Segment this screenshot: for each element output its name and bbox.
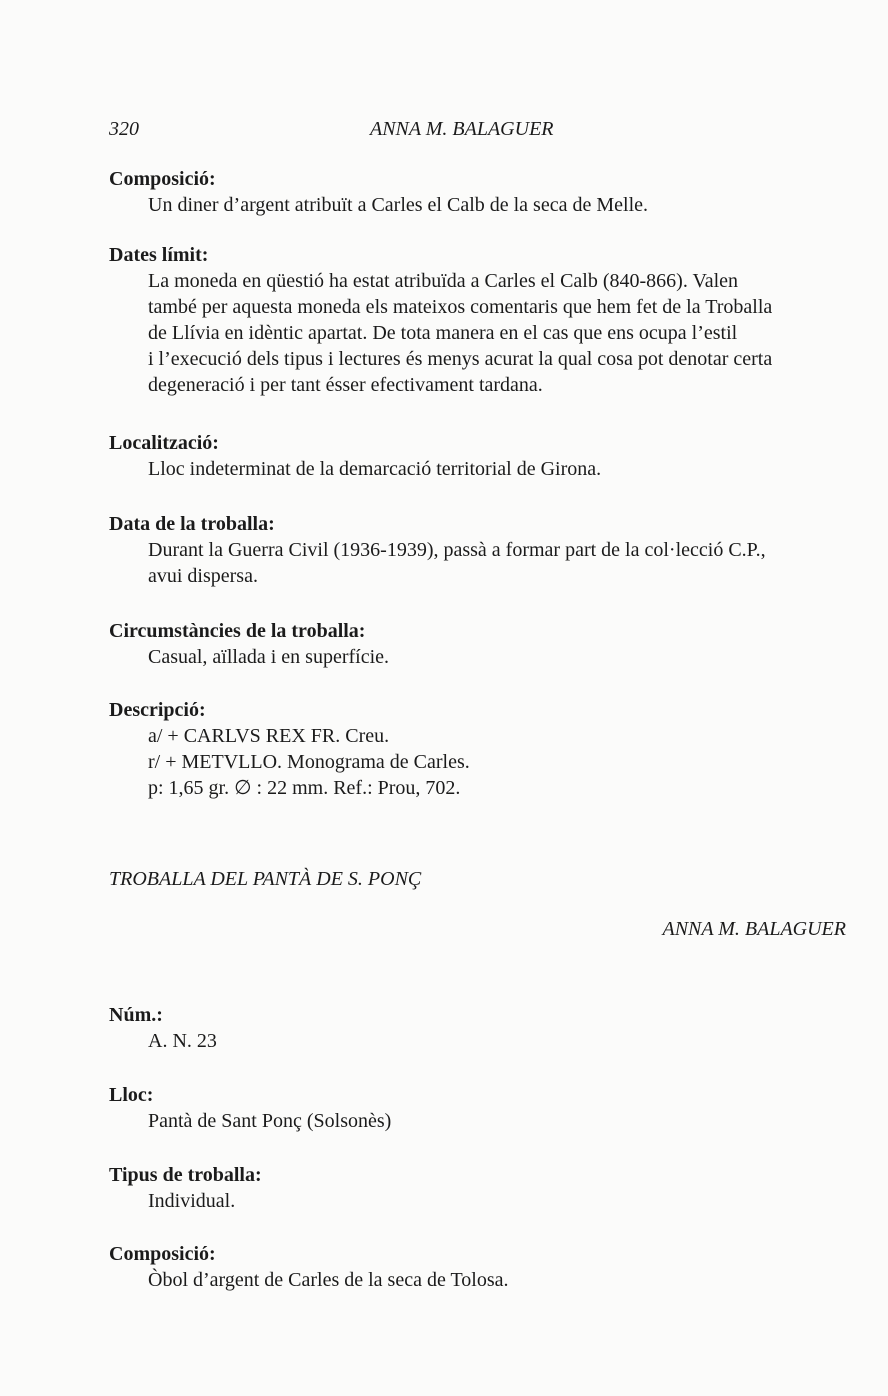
field-text: Pantà de Sant Ponç (Solsonès) [148, 1110, 392, 1132]
field-label: Lloc: [109, 1084, 154, 1106]
field-text-line: r/ + METVLLO. Monograma de Carles. [148, 751, 470, 773]
running-header [109, 118, 848, 148]
field-text: Individual. [148, 1190, 236, 1212]
field-label: Núm.: [109, 1004, 163, 1026]
field-label: Descripció: [109, 699, 206, 721]
page-number: 320 [109, 118, 139, 140]
field-label: Tipus de troballa: [109, 1164, 262, 1186]
field-descripcio [109, 697, 854, 801]
field-text-line: La moneda en qüestió ha estat atribuïda a Carles el Calb (840-866). Valen [148, 270, 738, 292]
section-author: ANNA M. BALAGUER [662, 918, 846, 940]
section-title: TROBALLA DEL PANTÀ DE S. PONÇ [109, 868, 422, 890]
field-data-troballa [109, 511, 854, 589]
field-num [109, 1002, 854, 1054]
field-tipus [109, 1162, 854, 1214]
field-localitzacio [109, 430, 854, 482]
field-lloc [109, 1082, 854, 1134]
field-text-line: i l’execució dels tipus i lectures és menys acurat la qual cosa pot denotar certa [148, 348, 773, 370]
running-head-author: ANNA M. BALAGUER [370, 118, 554, 140]
field-text-line: avui dispersa. [148, 565, 258, 587]
field-text: Casual, aïllada i en superfície. [148, 646, 390, 668]
field-label: Dates límit: [109, 244, 209, 266]
field-composicio [109, 166, 854, 218]
field-text-line: degeneració i per tant ésser efectivament tardana. [148, 374, 543, 396]
field-text-line: a/ + CARLVS REX FR. Creu. [148, 725, 390, 747]
field-text-line: de Llívia en idèntic apartat. De tota manera en el cas que ens ocupa l’estil [148, 322, 738, 344]
field-label: Data de la troballa: [109, 513, 275, 535]
field-text: Òbol d’argent de Carles de la seca de Tolosa. [148, 1269, 509, 1291]
field-dates-limit [109, 242, 854, 398]
field-label: Composició: [109, 168, 216, 190]
field-text: Un diner d’argent atribuït a Carles el Calb de la seca de Melle. [148, 194, 648, 216]
field-text: Lloc indeterminat de la demarcació territorial de Girona. [148, 458, 602, 480]
field-label: Circumstàncies de la troballa: [109, 620, 366, 642]
field-composicio-2 [109, 1241, 854, 1293]
field-label: Localització: [109, 432, 219, 454]
field-text-line: Durant la Guerra Civil (1936-1939), passà a formar part de la col·lecció C.P., [148, 539, 766, 561]
field-text-line: p: 1,65 gr. ∅ : 22 mm. Ref.: Prou, 702. [148, 777, 461, 799]
field-label: Composició: [109, 1243, 216, 1265]
field-circumstancies [109, 618, 854, 670]
field-text: A. N. 23 [148, 1030, 217, 1052]
field-text-line: també per aquesta moneda els mateixos comentaris que hem fet de la Troballa [148, 296, 773, 318]
